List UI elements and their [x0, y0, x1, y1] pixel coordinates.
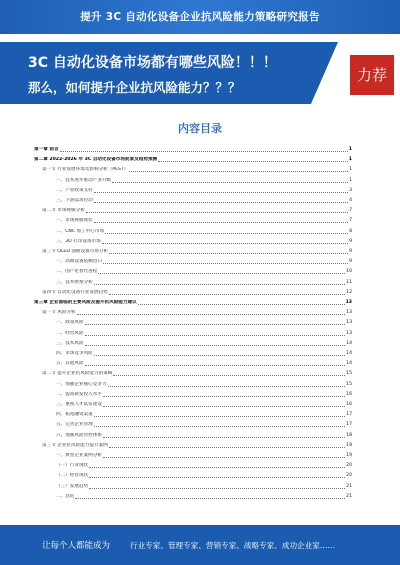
toc-entry-page: 19: [346, 442, 352, 448]
recommend-stamp: 力荐: [350, 55, 394, 95]
toc-entry-label: 二、产业政策支持: [56, 187, 93, 193]
toc-entry-label: 二、经营风险: [56, 330, 84, 336]
toc-entry-label: 三、技术壁垒分析: [56, 279, 93, 285]
toc-leader-dots: [86, 211, 348, 213]
toc-entry[interactable]: [34, 379, 352, 388]
toc-entry-page: 17: [346, 422, 352, 428]
toc-entry-label: 一、市场规模现状: [56, 218, 93, 224]
toc-entry-page: 16: [346, 391, 352, 397]
toc-entry-label: 一、技术进步推动产业升级: [56, 177, 112, 183]
toc-entry-label: 二、CNC 加工中心市场: [56, 228, 105, 234]
toc-leader-dots: [94, 283, 345, 285]
toc-leader-dots: [103, 456, 345, 458]
toc-entry[interactable]: [34, 144, 352, 153]
toc-entry[interactable]: [34, 317, 352, 326]
toc-leader-dots: [129, 170, 348, 172]
toc-entry-label: 二、国产化替代进程: [56, 269, 98, 275]
toc-leader-dots: [85, 344, 346, 346]
toc-leader-dots: [109, 252, 348, 254]
footer-slogan: 让每个人都能成为: [42, 541, 111, 551]
toc-entry-page: 4: [349, 198, 352, 203]
toc-entry[interactable]: [34, 419, 352, 428]
toc-entry[interactable]: [34, 338, 352, 347]
toc-entry-page: 8: [349, 228, 352, 234]
toc-entry-page: 13: [346, 310, 352, 316]
toc-entry[interactable]: [34, 236, 352, 245]
toc-entry-page: 9: [349, 259, 352, 265]
toc-entry-label: 三、技术风险: [56, 340, 84, 346]
toc-entry[interactable]: [34, 195, 352, 204]
toc-entry-label: 四、拓宽融资渠道: [56, 412, 93, 418]
toc-entry[interactable]: [34, 491, 352, 500]
toc-leader-dots: [108, 385, 346, 387]
toc-entry-label: 二、总结: [56, 493, 75, 499]
toc-entry-page: 3: [349, 187, 352, 193]
toc-title: 内容目录: [178, 122, 222, 135]
toc-entry[interactable]: [34, 368, 352, 377]
toc-entry-label: 五、其他风险: [56, 361, 84, 367]
toc-entry-label: 一、典型企业案例分析: [56, 453, 102, 458]
toc-entry[interactable]: [34, 440, 352, 449]
toc-entry[interactable]: [34, 277, 352, 286]
toc-entry-page: 11: [346, 279, 352, 285]
toc-entry-page: 9: [349, 238, 352, 244]
toc-entry-page: 13: [346, 330, 352, 336]
toc-leader-dots: [103, 405, 345, 407]
toc-entry[interactable]: [34, 154, 352, 163]
toc-entry[interactable]: [34, 430, 352, 439]
toc-entry[interactable]: [34, 481, 352, 490]
toc-entry-page: 18: [346, 432, 352, 438]
toc-leader-dots: [75, 497, 345, 499]
toc-entry[interactable]: [34, 358, 352, 367]
toc-entry-page: 10: [346, 269, 352, 275]
toc-leader-dots: [112, 181, 348, 183]
toc-leader-dots: [94, 415, 345, 417]
toc-entry[interactable]: [34, 389, 352, 398]
toc-entry-label: 第四节 自动化设备行业发展趋势: [42, 289, 108, 295]
toc-entry[interactable]: [34, 328, 352, 337]
toc-entry-page: 20: [346, 473, 352, 479]
toc-entry-page: 17: [346, 412, 352, 418]
toc-leader-dots: [60, 150, 348, 152]
toc-entry-page: 20: [346, 463, 352, 469]
toc-leader-dots: [158, 160, 348, 162]
toc-leader-dots: [109, 293, 345, 295]
toc-leader-dots: [98, 272, 345, 274]
toc-leader-dots: [85, 334, 346, 336]
toc-entry-label: 三、下游需求拉动: [56, 198, 93, 203]
toc-entry-label: 六、加强风险管控体系: [56, 432, 102, 438]
toc-leader-dots: [89, 466, 345, 468]
toc-entry-label: （一）行业现状: [56, 463, 89, 469]
toc-entry-label: 一、加强企业核心竞争力: [56, 381, 107, 387]
footer-bar: [0, 525, 400, 565]
toc-entry-label: （二）经营现状: [56, 473, 89, 479]
toc-entry-label: 第三节 OLED 面板设备市场分析: [42, 249, 109, 254]
toc-leader-dots: [103, 436, 345, 438]
toc-leader-dots: [94, 221, 348, 223]
toc-entry[interactable]: [34, 175, 352, 184]
toc-leader-dots: [77, 313, 346, 315]
toc-leader-dots: [85, 364, 346, 366]
toc-entry[interactable]: [34, 470, 352, 479]
toc-entry-label: 四、市场竞争风险: [56, 351, 93, 356]
toc-leader-dots: [94, 191, 348, 193]
toc-entry-label: 二、提高研发投入水平: [56, 391, 102, 397]
toc-entry-page: 13: [345, 300, 352, 305]
toc-entry[interactable]: [34, 226, 352, 235]
toc-entry-label: 第一节 行业发展环境及影响分析（PEST）: [42, 167, 129, 173]
toc-leader-dots: [103, 395, 345, 397]
toc-entry-label: 第三章 企业面临的主要风险及提升抗风险能力建议: [34, 300, 137, 305]
banner-subheadline: 那么，如何提升企业抗风险能力？？？: [28, 80, 241, 95]
toc-entry[interactable]: [34, 246, 352, 255]
toc-entry-label: 第三节 企业抗风险能力提升案例: [42, 442, 108, 448]
toc-entry-label: 三、3D 打印设备市场: [56, 238, 101, 244]
toc-entry-page: 19: [346, 453, 352, 458]
toc-entry-page: 16: [346, 402, 352, 407]
toc-entry-label: 三、重视人才队伍建设: [56, 402, 102, 407]
toc-entry[interactable]: [34, 256, 352, 265]
table-of-contents: [34, 144, 352, 514]
toc-entry-page: 12: [346, 289, 352, 295]
toc-entry-page: 21: [346, 493, 352, 499]
toc-entry-page: 9: [349, 249, 352, 254]
toc-entry-page: 15: [346, 371, 352, 377]
footer-roles: 行业专家、管理专家、营销专家、战略专家、成功企业家……: [130, 541, 336, 550]
toc-entry-page: 14: [346, 340, 352, 346]
toc-leader-dots: [94, 425, 345, 427]
toc-entry-page: 7: [349, 208, 352, 214]
toc-entry-page: 1: [348, 147, 352, 152]
toc-leader-dots: [109, 446, 345, 448]
toc-entry-label: 第二节 提升企业抗风险能力的策略: [42, 371, 113, 377]
toc-entry-label: （三）发展趋势: [56, 483, 89, 489]
banner: [0, 42, 400, 104]
toc-leader-dots: [103, 262, 348, 264]
toc-entry-page: 13: [346, 320, 352, 326]
toc-entry-page: 1: [348, 157, 352, 163]
toc-leader-dots: [94, 354, 345, 356]
toc-entry[interactable]: [34, 205, 352, 214]
banner-headline: 3C 自动化设备市场都有哪些风险！！！: [28, 55, 277, 71]
toc-entry-label: 第二章 2022-2026 年 3C 自动化设备市场前景及趋势预测: [34, 157, 158, 163]
toc-leader-dots: [85, 323, 346, 325]
toc-entry[interactable]: [34, 399, 352, 408]
toc-entry-page: 15: [346, 381, 352, 387]
toc-entry-page: 1: [349, 177, 352, 183]
toc-entry[interactable]: [34, 450, 352, 459]
toc-entry-label: 第二节 市场规模分析: [42, 208, 85, 214]
toc-entry-label: 第一章 前言: [34, 147, 59, 152]
toc-entry-label: 第一节 风险分析: [42, 310, 76, 316]
toc-entry[interactable]: [34, 409, 352, 418]
toc-leader-dots: [138, 303, 345, 305]
toc-entry-page: 14: [346, 351, 352, 356]
toc-entry[interactable]: [34, 297, 352, 306]
toc-entry[interactable]: [34, 266, 352, 275]
toc-entry[interactable]: [34, 185, 352, 194]
toc-entry[interactable]: [34, 164, 352, 173]
toc-entry[interactable]: [34, 215, 352, 224]
toc-leader-dots: [94, 201, 348, 203]
toc-entry-page: 7: [349, 218, 352, 224]
toc-leader-dots: [89, 476, 345, 478]
report-header: [0, 0, 400, 34]
toc-entry[interactable]: [34, 307, 352, 316]
toc-leader-dots: [105, 232, 348, 234]
toc-entry-label: 五、完善企业管理: [56, 422, 93, 428]
toc-entry[interactable]: [34, 460, 352, 469]
toc-entry-label: 一、高端设备依赖进口: [56, 259, 102, 265]
toc-entry-page: 21: [346, 483, 352, 489]
toc-entry-page: 14: [346, 361, 352, 367]
toc-entry[interactable]: [34, 287, 352, 296]
toc-leader-dots: [102, 242, 348, 244]
toc-leader-dots: [89, 487, 345, 489]
toc-entry[interactable]: [34, 348, 352, 357]
toc-entry-page: 1: [349, 167, 352, 173]
report-title: 提升 3C 自动化设备企业抗风险能力策略研究报告: [80, 11, 320, 23]
toc-entry-label: 一、政策风险: [56, 320, 84, 326]
toc-leader-dots: [113, 374, 345, 376]
